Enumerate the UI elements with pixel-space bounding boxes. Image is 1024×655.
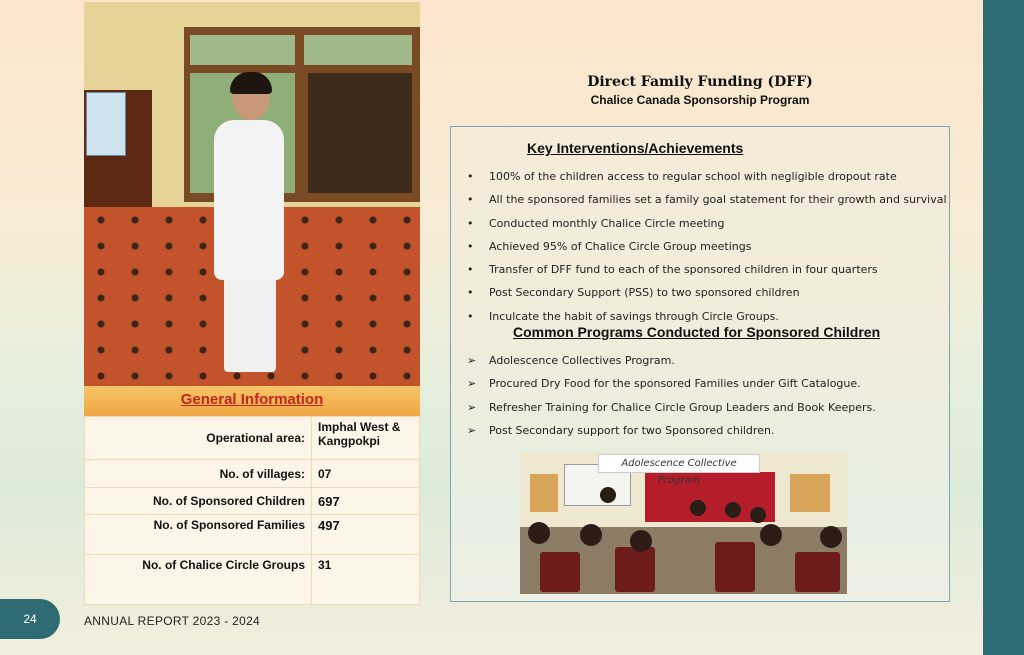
arrow-bullet-icon: ➢: [467, 400, 477, 414]
row-value: Imphal West & Kangpokpi: [312, 417, 420, 460]
row-label: No. of Chalice Circle Groups: [85, 555, 312, 605]
row-label: No. of villages:: [85, 460, 312, 488]
list-item: • Transfer of DFF fund to each of the sponsored children in four quarters: [467, 263, 878, 277]
table-row: [85, 515, 420, 555]
list-item: • Achieved 95% of Chalice Circle Group meetings: [467, 239, 752, 253]
arrow-bullet-icon: ➢: [467, 377, 477, 391]
table-row: [85, 488, 420, 515]
arrow-bullet-icon: ➢: [467, 354, 477, 367]
page-subtitle: Chalice Canada Sponsorship Program: [590, 93, 810, 107]
row-label: No. of Sponsored Families: [85, 515, 312, 555]
arrow-bullet-icon: ➢: [467, 423, 477, 437]
list-item: • Conducted monthly Chalice Circle meeting: [467, 216, 725, 230]
list-item: • Post Secondary Support (PSS) to two sponsored children: [467, 286, 800, 300]
bullet-icon: •: [467, 170, 474, 183]
row-value: 497: [312, 515, 420, 555]
event-photo: [520, 452, 847, 594]
common-programs-list: [467, 353, 937, 446]
list-item: • Inculcate the habit of savings through Circle Groups.: [467, 309, 779, 323]
page-title: Direct Family Funding (DFF): [587, 74, 813, 90]
bullet-icon: •: [467, 309, 474, 323]
page-number: 24: [0, 599, 60, 639]
bullet-icon: •: [467, 263, 474, 277]
photo-caption: Adolescence Collective Program: [598, 454, 760, 473]
list-item: ➢ Adolescence Collectives Program.: [467, 354, 675, 367]
bullet-icon: •: [467, 239, 474, 253]
row-value: 07: [312, 460, 420, 488]
key-interventions-list: [467, 169, 947, 332]
bullet-icon: •: [467, 286, 474, 300]
bullet-icon: •: [467, 193, 474, 207]
general-info-table: [84, 416, 420, 605]
table-row: [85, 460, 420, 488]
row-value: 697: [312, 488, 420, 515]
key-interventions-heading: Key Interventions/Achievements: [527, 140, 744, 156]
list-item: ➢ Post Secondary support for two Sponsored children.: [467, 423, 775, 437]
bullet-icon: •: [467, 216, 474, 230]
list-item: ➢ Refresher Training for Chalice Circle Group Leaders and Book Keepers.: [467, 400, 876, 414]
list-item: • 100% of the children access to regular school with negligible dropout rate: [467, 170, 897, 183]
general-info-header: [84, 386, 420, 416]
table-row: [85, 417, 420, 460]
content-panel: [450, 126, 950, 602]
row-label: No. of Sponsored Children: [85, 488, 312, 515]
right-decorative-band: [983, 0, 1024, 655]
table-row: [85, 555, 420, 605]
nurse-photo: [84, 2, 420, 386]
list-item: • All the sponsored families set a family goal statement for their growth and survival: [467, 193, 947, 207]
list-item: ➢ Procured Dry Food for the sponsored Families under Gift Catalogue.: [467, 377, 861, 391]
common-programs-heading: Common Programs Conducted for Sponsored Children: [513, 324, 881, 340]
general-info-title: General Information: [180, 391, 324, 408]
report-title: ANNUAL REPORT 2023 - 2024: [84, 614, 261, 628]
row-value: 31: [312, 555, 420, 605]
row-label: Operational area:: [85, 417, 312, 460]
